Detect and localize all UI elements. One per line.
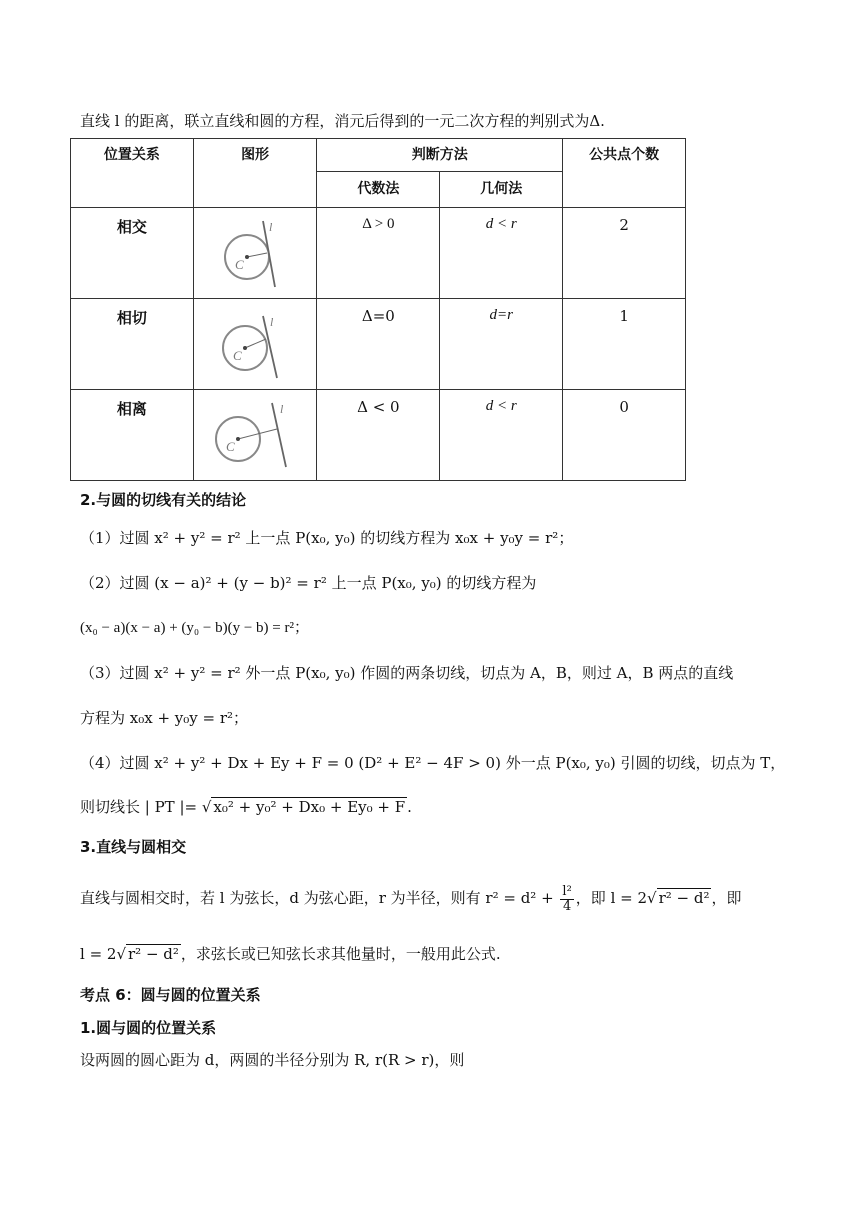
cell-algebraic: Δ < 0	[317, 390, 440, 481]
cell-figure	[193, 208, 317, 299]
cell-figure	[193, 299, 317, 390]
section2-title: 2.与圆的切线有关的结论	[80, 491, 247, 509]
section2-item3a: （3）过圆 x² + y² = r² 外一点 P(x₀, y₀) 作圆的两条切线，切点为 A，B，则过 A，B 两点的直线	[80, 664, 734, 682]
section3-p1	[80, 878, 742, 918]
cell-relation: 相离	[71, 390, 194, 481]
svg-text:l: l	[270, 315, 274, 329]
item4b-sqrt: x₀² + y₀² + Dx₀ + Ey₀ + F	[213, 798, 406, 816]
item4b-suffix: .	[407, 798, 412, 816]
table-row	[71, 390, 686, 481]
sqrt-sign: √	[647, 889, 657, 907]
p2-a: l = 2	[80, 945, 117, 963]
cell-algebraic: Δ > 0	[317, 208, 440, 299]
section2-item2a: （2）过圆 (x − a)² + (y − b)² = r² 上一点 P(x₀, y₀) 的切线方程为	[80, 574, 537, 592]
circle-tangent-icon	[215, 302, 295, 382]
sqrt-sign: √	[116, 945, 127, 963]
section2-item4b	[80, 797, 412, 817]
p1-sqrt: r² − d²	[658, 889, 710, 907]
cell-count: 0	[563, 390, 686, 481]
section4-text: 设两圆的圆心距为 d，两圆的半径分别为 R, r(R > r)，则	[80, 1051, 465, 1069]
cell-figure	[193, 390, 317, 481]
header-figure: 图形	[193, 139, 317, 208]
cell-count: 2	[563, 208, 686, 299]
circle-secant-icon	[215, 211, 295, 291]
circle-separate-icon	[210, 393, 300, 473]
cell-count: 1	[563, 299, 686, 390]
position-relation-table	[70, 138, 686, 481]
section2-item4a: （4）过圆 x² + y² + Dx + Ey + F = 0 (D² + E² − 4F > 0) 外一点 P(x₀, y₀) 引圆的切线，切点为 T，	[80, 754, 786, 772]
table-row	[71, 299, 686, 390]
item4b-prefix: 则切线长 | PT |=	[80, 798, 202, 816]
p1-c: ，即	[711, 889, 742, 907]
header-algebraic: 代数法	[317, 172, 440, 208]
svg-text:C: C	[235, 257, 244, 272]
sqrt-sign: √	[201, 798, 212, 816]
header-common-points: 公共点个数	[563, 139, 686, 208]
section3-p2	[80, 944, 501, 964]
header-geometric: 几何法	[440, 172, 563, 208]
section2-item2b: (x₀ − a)(x − a) + (y₀ − b)(y − b) = r²；	[80, 620, 309, 636]
p1-b: ，即 l = 2	[575, 889, 648, 907]
section2-item3b: 方程为 x₀x + y₀y = r²；	[80, 709, 249, 727]
section4-title: 考点 6：圆与圆的位置关系	[80, 986, 261, 1004]
cell-geometric: d=r	[440, 299, 563, 390]
p1-a: 直线与圆相交时，若 l 为弦长，d 为弦心距，r 为半径，则有 r² = d² +	[80, 889, 559, 907]
svg-text:C: C	[226, 439, 235, 454]
l-squared-over-4: $\frac{\text{l²}}{4}$	[562, 883, 572, 914]
svg-text:l: l	[269, 220, 273, 234]
section4-subtitle: 1.圆与圆的位置关系	[80, 1019, 217, 1037]
cell-relation: 相交	[71, 208, 194, 299]
cell-geometric: d < r	[440, 208, 563, 299]
cell-relation: 相切	[71, 299, 194, 390]
svg-text:l: l	[280, 402, 284, 416]
header-relation: 位置关系	[71, 139, 194, 208]
header-method: 判断方法	[317, 139, 563, 172]
cell-geometric: d < r	[440, 390, 563, 481]
p2-b: ，求弦长或已知弦长求其他量时，一般用此公式.	[180, 945, 501, 963]
section2-item1: （1）过圆 x² + y² = r² 上一点 P(x₀, y₀) 的切线方程为 x₀x + y₀y = r²；	[80, 529, 574, 547]
table-row	[71, 208, 686, 299]
p2-sqrt: r² − d²	[128, 945, 179, 963]
svg-text:C: C	[233, 348, 242, 363]
cell-algebraic: Δ=0	[317, 299, 440, 390]
intro-line: 直线 l 的距离，联立直线和圆的方程，消元后得到的一元二次方程的判别式为Δ.	[80, 112, 605, 130]
section3-title: 3.直线与圆相交	[80, 838, 187, 856]
